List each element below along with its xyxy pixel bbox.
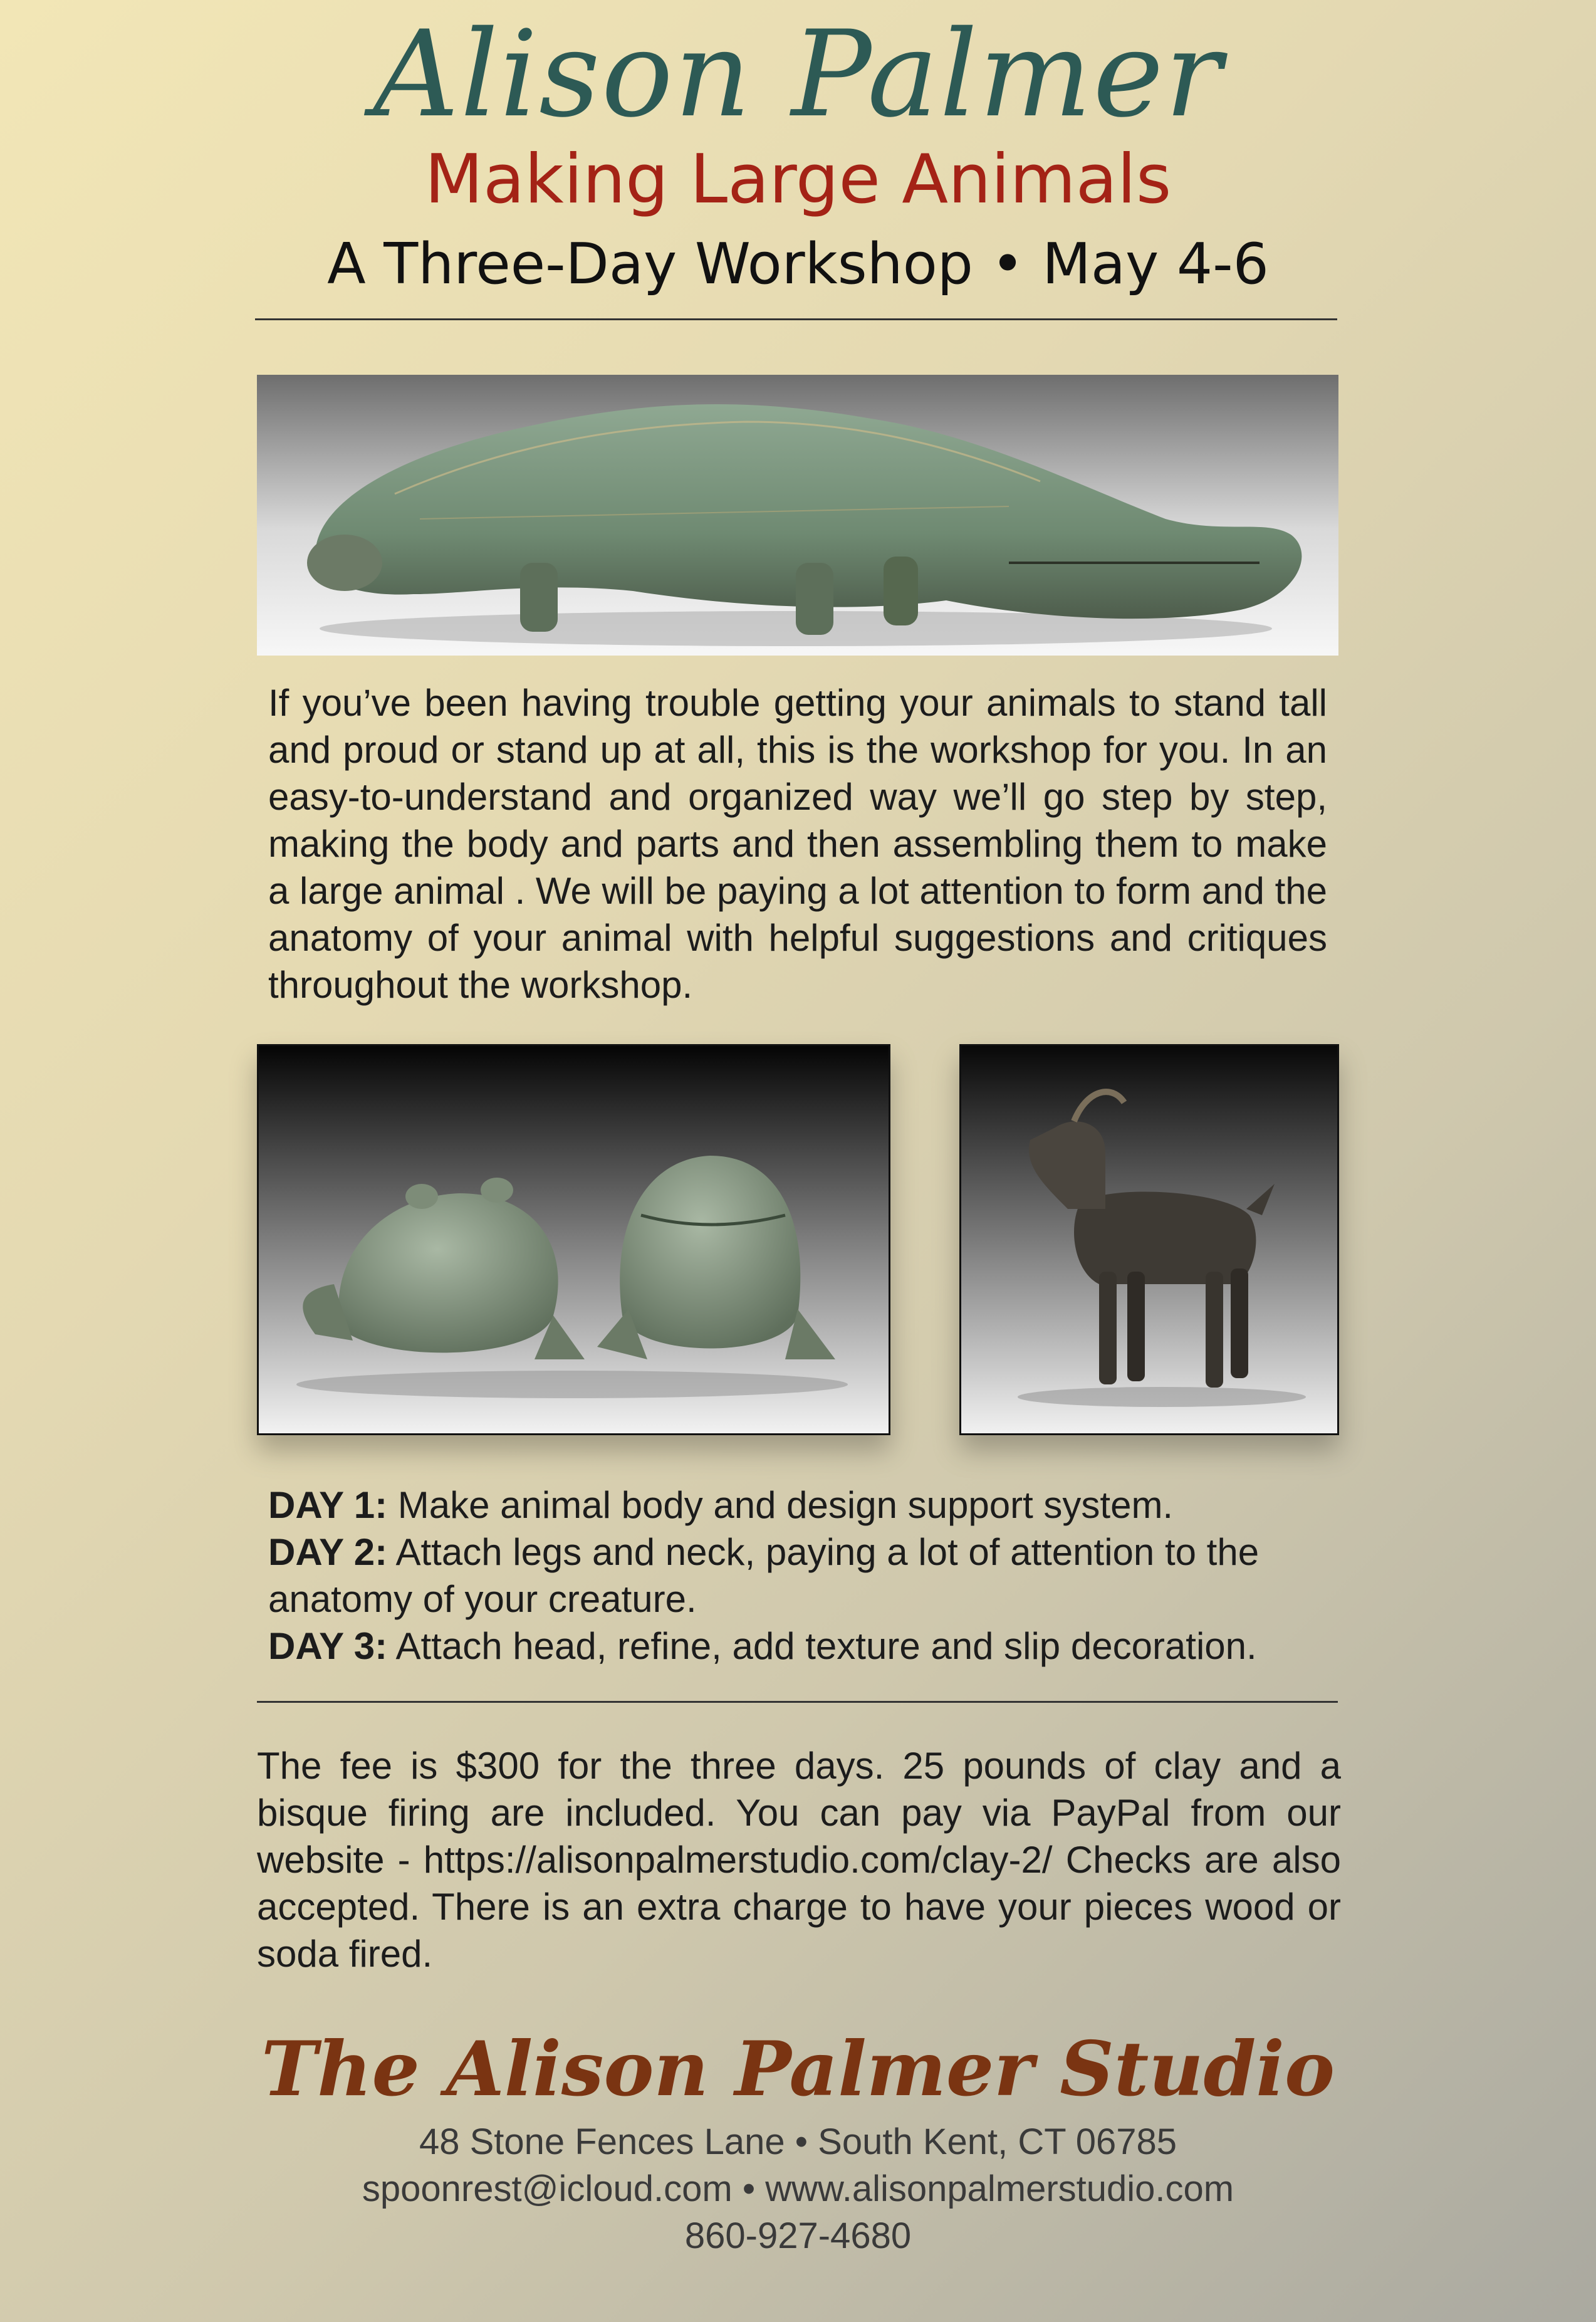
studio-phone: 860-927-4680 (684, 2215, 912, 2256)
intro-paragraph: If you’ve been having trouble getting your animals to stand tall and proud or stand up at all, this is the workshop for you. In an easy-to-understand and organized way we’ll go step by step, making the body and parts and then assembling them to make a large animal . We will be paying a lot attention to form and the anatomy of your animal with helpful suggestions and critiques throughout the workshop. (268, 682, 1327, 1006)
workshop-title: Making Large Animals (424, 140, 1172, 219)
workshop-dates: A Three-Day Workshop • May 4-6 (327, 231, 1269, 297)
divider (255, 318, 1337, 320)
goat-sculpture-photo (959, 1044, 1339, 1435)
schedule-list (268, 1482, 1340, 1670)
studio-address: 48 Stone Fences Lane • South Kent, CT 06785 (419, 2121, 1177, 2162)
schedule-day-1: DAY 1: Make animal body and design support system. (268, 1484, 1174, 1526)
divider (257, 1701, 1338, 1703)
studio-contact: spoonrest@icloud.com • www.alisonpalmerstudio.com (362, 2168, 1234, 2209)
toad-sculptures-photo (257, 1044, 890, 1435)
schedule-day-3: DAY 3: Attach head, refine, add texture and slip decoration. (268, 1625, 1257, 1667)
fee-paragraph: The fee is $300 for the three days. 25 pounds of clay and a bisque firing are included. You can pay via PayPal from our website - https://alisonpalmerstudio.com/clay-2/ Checks are also accepted. There is an extra charge to have your pieces wood or soda fired. (257, 1745, 1341, 1975)
schedule-day-2: DAY 2: Attach legs and neck, paying a lot of attention to the anatomy of your creature. (268, 1531, 1260, 1620)
studio-name: The Alison Palmer Studio (261, 2025, 1335, 2113)
artist-name: Alison Palmer (373, 5, 1223, 144)
alligator-sculpture-photo (257, 375, 1338, 656)
